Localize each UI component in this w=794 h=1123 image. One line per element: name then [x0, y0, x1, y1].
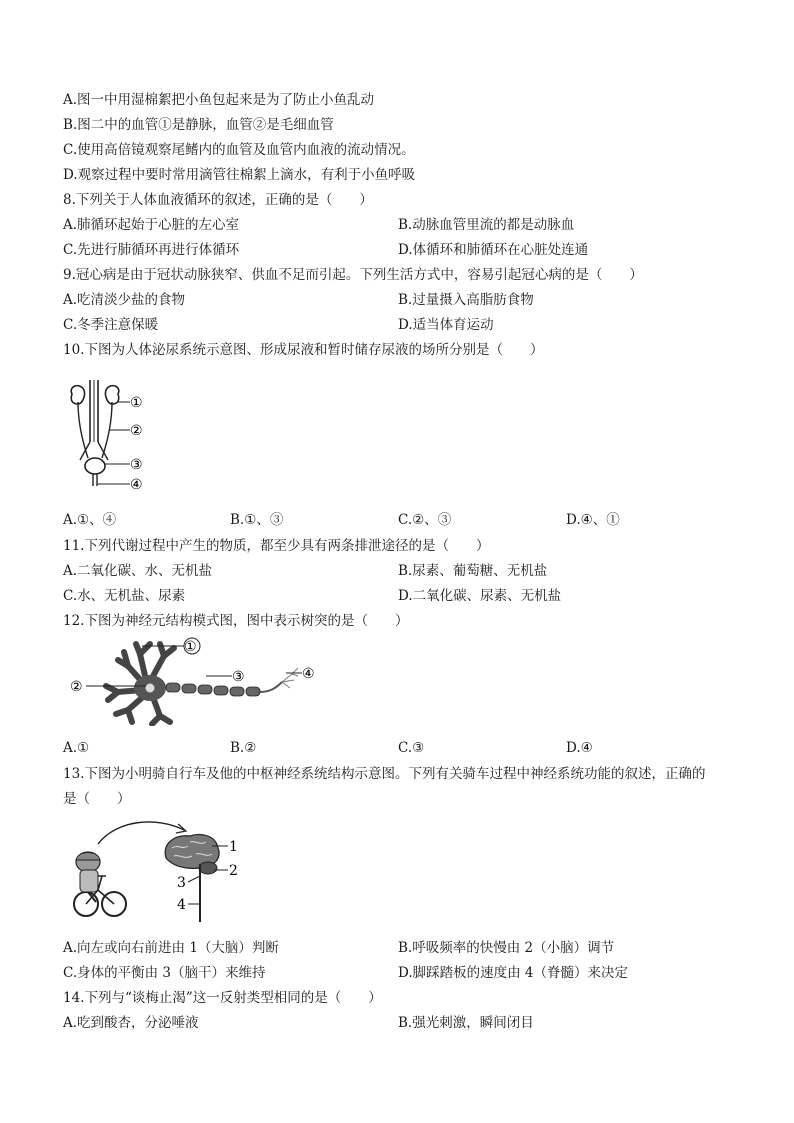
q8-option-a: A.肺循环起始于心脏的左心室: [63, 217, 240, 233]
q10-stem: 10.下图为人体泌尿系统示意图、形成尿液和暂时储存尿液的场所分别是（ ）: [63, 342, 544, 358]
q8-option-b: B.动脉血管里流的都是动脉血: [398, 217, 575, 233]
q11-option-c: C.水、无机盐、尿素: [63, 588, 186, 604]
brain-label-3: 3: [177, 875, 186, 891]
neuron-label-3: ③: [232, 669, 245, 685]
q7-option-b: B.图二中的血管①是静脉，血管②是毛细血管: [63, 117, 334, 133]
q13-stem-line1: 13.下图为小明骑自行车及他的中枢神经系统结构示意图。下列有关骑车过程中神经系统功能的叙述，正确的: [63, 766, 706, 782]
q7-option-a: A.图一中用湿棉絮把小鱼包起来是为了防止小鱼乱动: [63, 92, 375, 108]
q9-option-b: B.过量摄入高脂肪食物: [398, 292, 534, 308]
q11-option-a: A.二氧化碳、水、无机盐: [63, 563, 213, 579]
urinary-label-4: ④: [130, 477, 143, 492]
q12-option-b: B.②: [230, 740, 257, 756]
q9-stem: 9.冠心病是由于冠状动脉狭窄、供血不足而引起。下列生活方式中，容易引起冠心病的是（ ）: [63, 267, 643, 283]
q13-option-a: A.向左或向右前进由 1（大脑）判断: [63, 940, 279, 956]
q11-option-b: B.尿素、葡萄糖、无机盐: [398, 563, 548, 579]
brain-label-1: 1: [229, 839, 238, 855]
urinary-label-2: ②: [130, 423, 143, 439]
urinary-system-diagram: [66, 380, 156, 492]
urinary-label-1: ①: [130, 395, 143, 411]
q8-option-c: C.先进行肺循环再进行体循环: [63, 242, 240, 258]
brain-label-4: 4: [177, 897, 186, 913]
q11-option-d: D.二氧化碳、尿素、无机盐: [398, 588, 562, 604]
q13-option-d: D.脚踩踏板的速度由 4（脊髓）来决定: [398, 965, 629, 981]
q12-option-c: C.③: [398, 740, 425, 756]
urinary-label-3: ③: [130, 457, 143, 473]
q12-option-a: A.①: [63, 740, 90, 756]
neuron-label-1: ①: [184, 639, 197, 655]
q14-stem: 14.下列与“谈梅止渴”这一反射类型相同的是（ ）: [63, 990, 382, 1006]
q8-option-d: D.体循环和肺循环在心脏处连通: [398, 242, 589, 258]
q14-option-a: A.吃到酸杏，分泌唾液: [63, 1015, 199, 1031]
cyclist-brain-diagram: [66, 814, 256, 924]
q7-option-c: C.使用高倍镜观察尾鳍内的血管及血管内血液的流动情况。: [63, 142, 415, 158]
q7-option-d: D.观察过程中要时常用滴管往棉絮上滴水，有利于小鱼呼吸: [63, 167, 416, 183]
neuron-label-2: ②: [70, 679, 83, 695]
q10-option-d: D.④、①: [566, 512, 620, 528]
q13-option-c: C.身体的平衡由 3（脑干）来维持: [63, 965, 266, 981]
q8-stem: 8.下列关于人体血液循环的叙述，正确的是（ ）: [63, 192, 373, 208]
q13-option-b: B.呼吸频率的快慢由 2（小脑）调节: [398, 940, 615, 956]
q9-option-c: C.冬季注意保暖: [63, 317, 159, 333]
q12-option-d: D.④: [566, 740, 593, 756]
q13-stem-line2: 是（ ）: [63, 791, 131, 807]
q10-option-b: B.①、③: [230, 512, 284, 528]
q9-option-a: A.吃清淡少盐的食物: [63, 292, 186, 308]
brain-label-2: 2: [229, 863, 238, 879]
neuron-diagram: [66, 636, 326, 726]
q10-option-c: C.②、③: [398, 512, 452, 528]
q10-option-a: A.①、④: [63, 512, 117, 528]
q12-stem: 12.下图为神经元结构模式图，图中表示树突的是（ ）: [63, 613, 409, 629]
neuron-label-4: ④: [302, 666, 315, 682]
q14-option-b: B.强光刺激，瞬间闭目: [398, 1015, 534, 1031]
q9-option-d: D.适当体育运动: [398, 317, 494, 333]
q11-stem: 11.下列代谢过程中产生的物质，都至少具有两条排泄途径的是（ ）: [63, 538, 490, 554]
